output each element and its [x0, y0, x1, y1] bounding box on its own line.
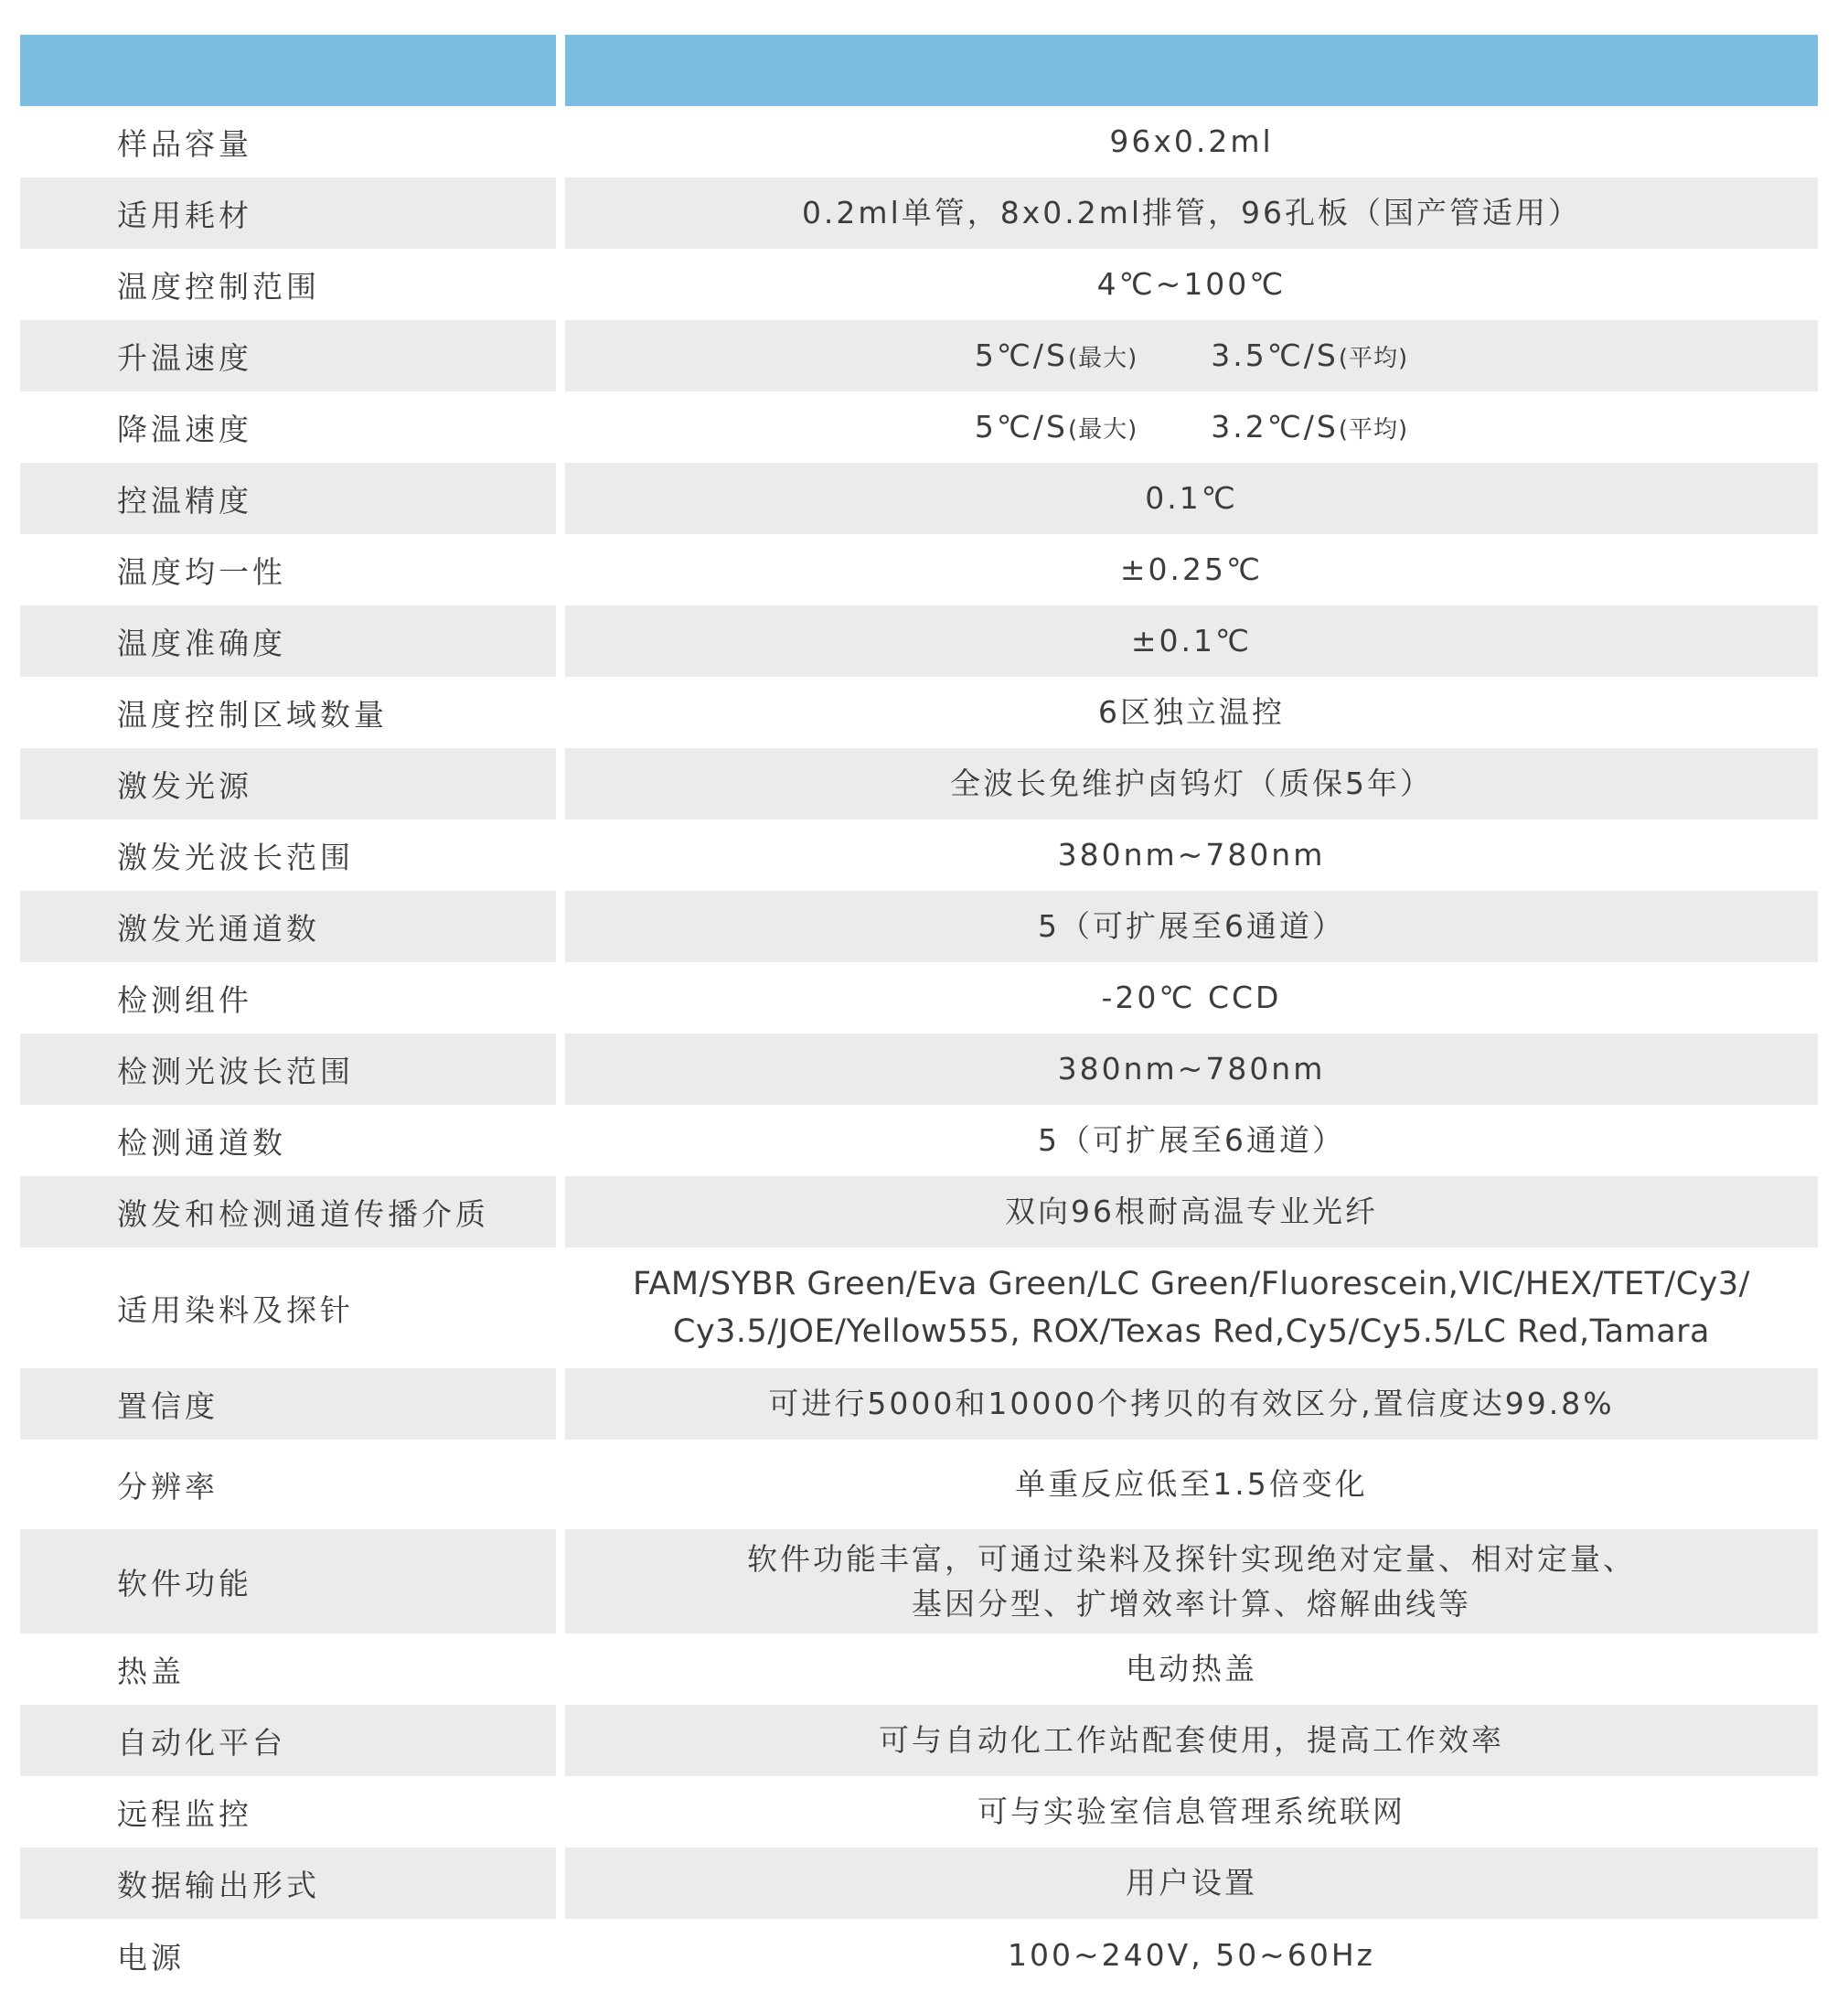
- row-value: 5（可扩展至6通道）: [565, 891, 1818, 962]
- table-row: [20, 677, 1818, 748]
- row-value-line: 软件功能丰富，可通过染料及探针实现绝对定量、相对定量、: [747, 1540, 1636, 1577]
- table-row: [20, 1529, 1818, 1633]
- row-value: 0.1℃: [565, 463, 1818, 534]
- row-value: 单重反应低至1.5倍变化: [1015, 1466, 1368, 1503]
- row-label: 温度控制范围: [117, 268, 320, 305]
- row-value: [565, 1248, 1818, 1368]
- max-rate: 5℃/S(最大): [974, 409, 1138, 445]
- row-label: 检测光波长范围: [20, 1033, 556, 1105]
- row-label: 激发和检测通道传播介质: [20, 1176, 556, 1248]
- row-label: 适用耗材: [20, 177, 556, 249]
- row-label: 激发光源: [20, 748, 556, 819]
- row-label: 软件功能: [20, 1529, 556, 1633]
- row-value: 6区独立温控: [1098, 694, 1285, 731]
- table-row: [20, 1176, 1818, 1248]
- row-value: 用户设置: [565, 1847, 1818, 1919]
- table-row: [20, 891, 1818, 962]
- row-label: 远程监控: [117, 1795, 252, 1832]
- avg-rate: 3.2℃/S(平均): [1211, 409, 1409, 445]
- table-row: [20, 1368, 1818, 1440]
- table-row: [20, 1705, 1818, 1776]
- table-row: [20, 962, 1818, 1033]
- row-value-line: Cy3.5/JOE/Yellow555, ROX/Texas Red,Cy5/Cy5.5/LC Red,Tamara: [673, 1313, 1710, 1350]
- table-row: [20, 1440, 1818, 1529]
- row-label: 置信度: [20, 1368, 556, 1440]
- row-value-line: 基因分型、扩增效率计算、熔解曲线等: [912, 1586, 1471, 1622]
- max-rate: 5℃/S(最大): [974, 337, 1138, 374]
- row-value: ±0.25℃: [1119, 552, 1264, 588]
- row-label: 控温精度: [20, 463, 556, 534]
- row-value: 380nm~780nm: [565, 1033, 1818, 1105]
- header-cell-right: [565, 35, 1818, 106]
- row-label: 样品容量: [117, 125, 252, 162]
- table-header: [20, 35, 1818, 106]
- row-value: 100~240V, 50~60Hz: [1008, 1937, 1375, 1974]
- row-value: 4℃~100℃: [1096, 266, 1287, 303]
- row-value: -20℃ CCD: [1101, 980, 1282, 1016]
- row-value: [565, 391, 1818, 463]
- row-value: 0.2ml单管，8x0.2ml排管，96孔板（国产管适用）: [565, 177, 1818, 249]
- table-row: [20, 1919, 1818, 1992]
- table-row: [20, 106, 1818, 177]
- row-label: 温度准确度: [20, 605, 556, 677]
- row-value: 96x0.2ml: [1109, 123, 1274, 160]
- row-value: [565, 1529, 1818, 1633]
- row-value: 全波长免维护卤钨灯（质保5年）: [565, 748, 1818, 819]
- header-cell-left: [20, 35, 556, 106]
- row-value: ±0.1℃: [565, 605, 1818, 677]
- row-label: 自动化平台: [20, 1705, 556, 1776]
- row-label: 检测通道数: [117, 1124, 286, 1161]
- row-label: 激发光波长范围: [117, 839, 354, 875]
- row-value: 380nm~780nm: [1057, 837, 1326, 873]
- row-label: 适用染料及探针: [117, 1291, 354, 1328]
- table-row: [20, 1033, 1818, 1105]
- table-row: [20, 391, 1818, 463]
- row-value: [565, 320, 1818, 391]
- table-row: [20, 1248, 1818, 1368]
- table-row: [20, 320, 1818, 391]
- row-value-line: FAM/SYBR Green/Eva Green/LC Green/Fluorescein,VIC/HEX/TET/Cy3/: [633, 1265, 1750, 1302]
- table-row: [20, 748, 1818, 819]
- row-label: 分辨率: [117, 1468, 219, 1505]
- table-row: [20, 534, 1818, 605]
- table-row: [20, 819, 1818, 891]
- row-label: 检测组件: [117, 981, 252, 1018]
- row-label: 降温速度: [117, 411, 252, 447]
- row-value: 电动热盖: [1126, 1651, 1257, 1687]
- row-label: 升温速度: [20, 320, 556, 391]
- row-value: 可与自动化工作站配套使用，提高工作效率: [565, 1705, 1818, 1776]
- row-label: 激发光通道数: [20, 891, 556, 962]
- row-label: 温度均一性: [117, 553, 286, 590]
- spec-table: [20, 35, 1818, 1992]
- row-value: 双向96根耐高温专业光纤: [565, 1176, 1818, 1248]
- row-label: 数据输出形式: [20, 1847, 556, 1919]
- table-row: [20, 463, 1818, 534]
- row-value: 5（可扩展至6通道）: [1038, 1122, 1345, 1159]
- row-label: 温度控制区域数量: [117, 696, 388, 733]
- row-label: 电源: [117, 1939, 185, 1976]
- row-value: 可与实验室信息管理系统联网: [977, 1794, 1405, 1830]
- avg-rate: 3.5℃/S(平均): [1211, 337, 1409, 374]
- row-label: 热盖: [117, 1653, 185, 1689]
- table-row: [20, 1776, 1818, 1847]
- row-value: 可进行5000和10000个拷贝的有效区分,置信度达99.8%: [565, 1368, 1818, 1440]
- table-row: [20, 605, 1818, 677]
- table-row: [20, 1105, 1818, 1176]
- table-row: [20, 177, 1818, 249]
- table-row: [20, 249, 1818, 320]
- table-row: [20, 1847, 1818, 1919]
- table-row: [20, 1633, 1818, 1705]
